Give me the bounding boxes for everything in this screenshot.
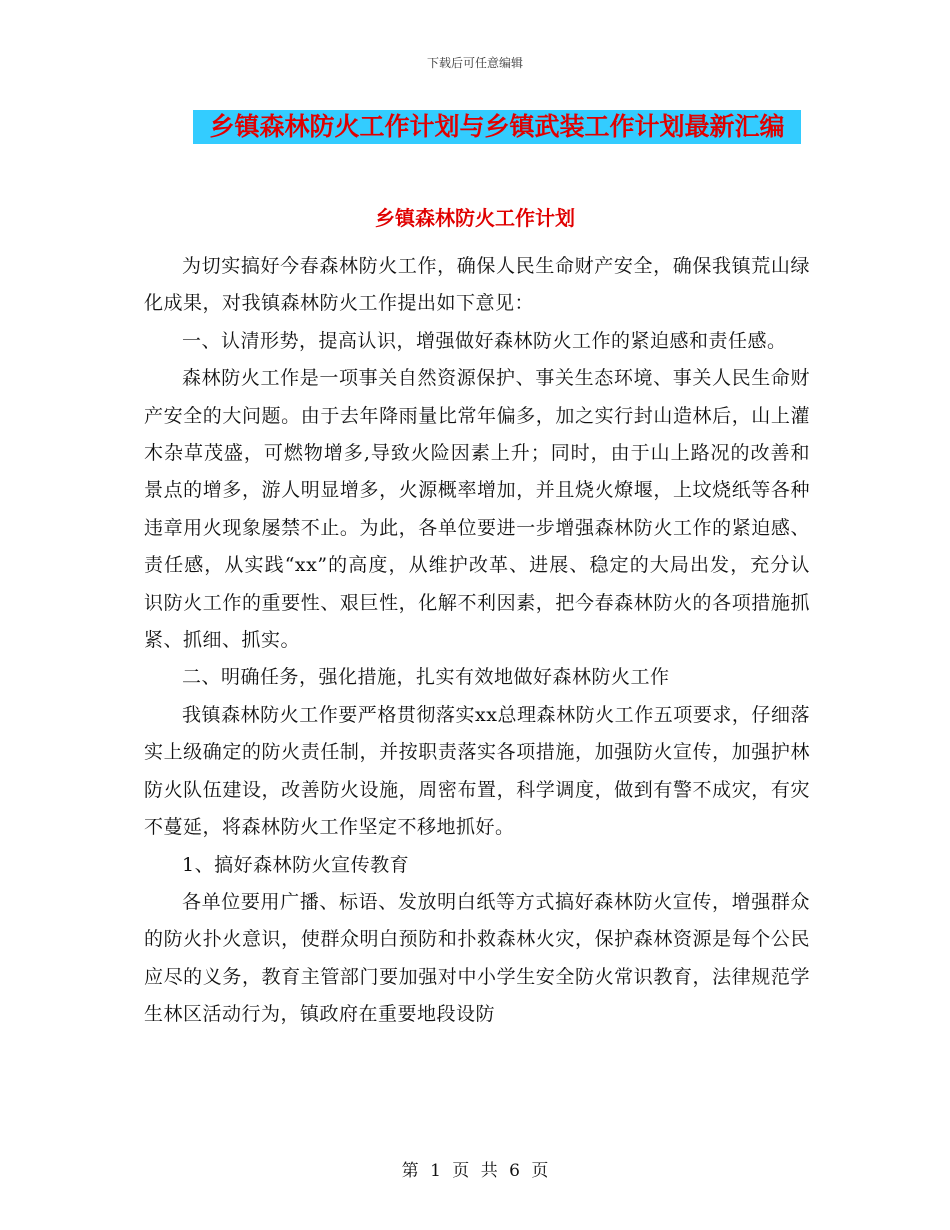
header-note: 下载后可任意编辑 [426, 56, 523, 70]
paragraph-intro: 为切实搞好今春森林防火工作，确保人民生命财产安全，确保我镇荒山绿化成果，对我镇森林防火工作提出如下意见： [144, 255, 810, 315]
paragraph-publicity: 各单位要用广播、标语、发放明白纸等方式搞好森林防火宣传，增强群众的防火扑火意识，使群众明白预防和扑救森林火灾，保护森林资源是每个公民应尽的义务，教育主管部门要加强对中小学生安全防火常识教育，法律规范学生林区活动行为，镇政府在重要地段设防 [144, 890, 810, 1026]
paragraph-heading-2-1: 1、搞好森林防火宣传教育 [182, 853, 410, 876]
paragraph-heading-1: 一、认清形势，提高认识，增强做好森林防火工作的紧迫感和责任感。 [182, 329, 787, 352]
paragraph-tasks: 我镇森林防火工作要严格贯彻落实xx总理森林防火工作五项要求，仔细落实上级确定的防火责任制，并按职责落实各项措施，加强防火宣传，加强护林防火队伍建设，改善防火设施，周密布置，科学调度，做到有警不成灾，有灾不蔓延，将森林防火工作坚定不移地抓好。 [144, 703, 810, 839]
paragraph-situation: 森林防火工作是一项事关自然资源保护、事关生态环境、事关人民生命财产安全的大问题。由于去年降雨量比常年偏多，加之实行封山造林后，山上灌木杂草茂盛，可燃物增多,导致火险因素上升；同时，由于山上路况的改善和景点的增多，游人明显增多，火源概率增加，并且烧火燎堰，上坟烧纸等各种违章用火现象屡禁不止。为此，各单位要进一步增强森林防火工作的紧迫感、责任感，从实践“xx”的高度，从维护改革、进展、稳定的大局出发，充分认识防火工作的重要性、艰巨性，化解不利因素，把今春森林防火的各项措施抓紧、抓细、抓实。 [144, 367, 810, 652]
document-body [144, 248, 810, 1034]
page-number: 第 1 页 共 6 页 [401, 1161, 549, 1181]
paragraph-heading-2: 二、明确任务，强化措施，扎实有效地做好森林防火工作 [182, 666, 670, 689]
section-title: 乡镇森林防火工作计划 [375, 206, 575, 230]
document-title: 乡镇森林防火工作计划与乡镇武装工作计划最新汇编 [193, 110, 801, 144]
